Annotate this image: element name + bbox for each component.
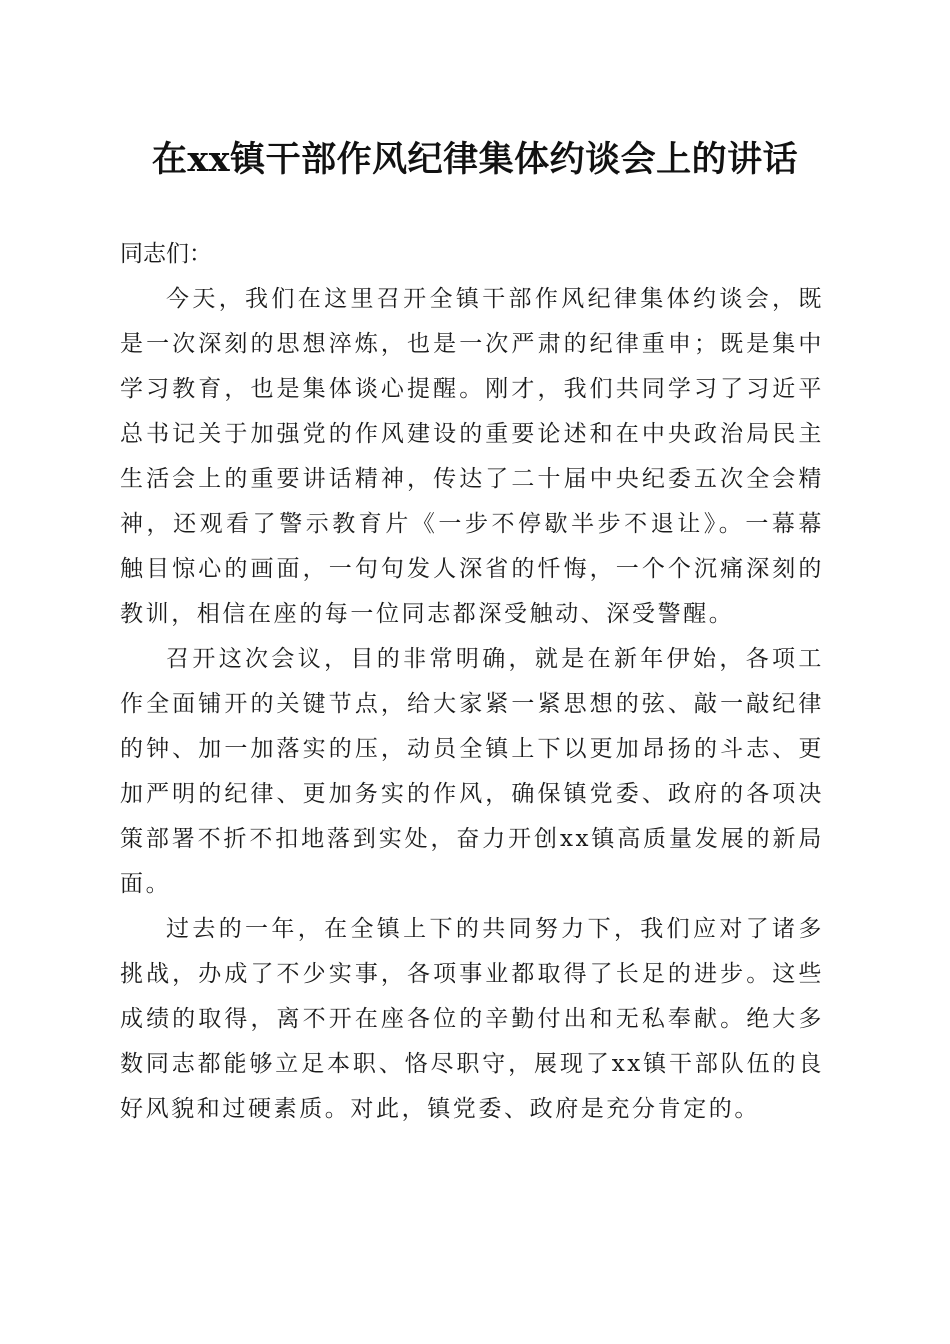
salutation: 同志们： bbox=[120, 241, 212, 267]
document-title: 在xx镇干部作风纪律集体约谈会上的讲话 bbox=[151, 139, 799, 180]
paragraph-1: 今天，我们在这里召开全镇干部作风纪律集体约谈会，既是一次深刻的思想淬炼，也是一次严肃的纪律重申；既是集中学习教育，也是集体谈心提醒。刚才，我们共同学习了习近平总书记关于加强党的作风建设的重要论述和在中央政治局民主生活会上的重要讲话精神，传达了二十届中央纪委五次全会精神，还观看了警示教育片《一步不停歇半步不退让》。一幕幕触目惊心的画面，一句句发人深省的忏悔，一个个沉痛深刻的教训，相信在座的每一位同志都深受触动、深受警醒。 bbox=[120, 286, 824, 627]
document-body bbox=[120, 232, 824, 1132]
paragraph-3: 过去的一年，在全镇上下的共同努力下，我们应对了诸多挑战，办成了不少实事，各项事业都取得了长足的进步。这些成绩的取得，离不开在座各位的辛勤付出和无私奉献。绝大多数同志都能够立足本职、恪尽职守，展现了xx镇干部队伍的良好风貌和过硬素质。对此，镇党委、政府是充分肯定的。 bbox=[120, 916, 824, 1122]
paragraph-2: 召开这次会议，目的非常明确，就是在新年伊始，各项工作全面铺开的关键节点，给大家紧一紧思想的弦、敲一敲纪律的钟、加一加落实的压，动员全镇上下以更加昂扬的斗志、更加严明的纪律、更加务实的作风，确保镇党委、政府的各项决策部署不折不扣地落到实处，奋力开创xx镇高质量发展的新局面。 bbox=[120, 646, 824, 897]
